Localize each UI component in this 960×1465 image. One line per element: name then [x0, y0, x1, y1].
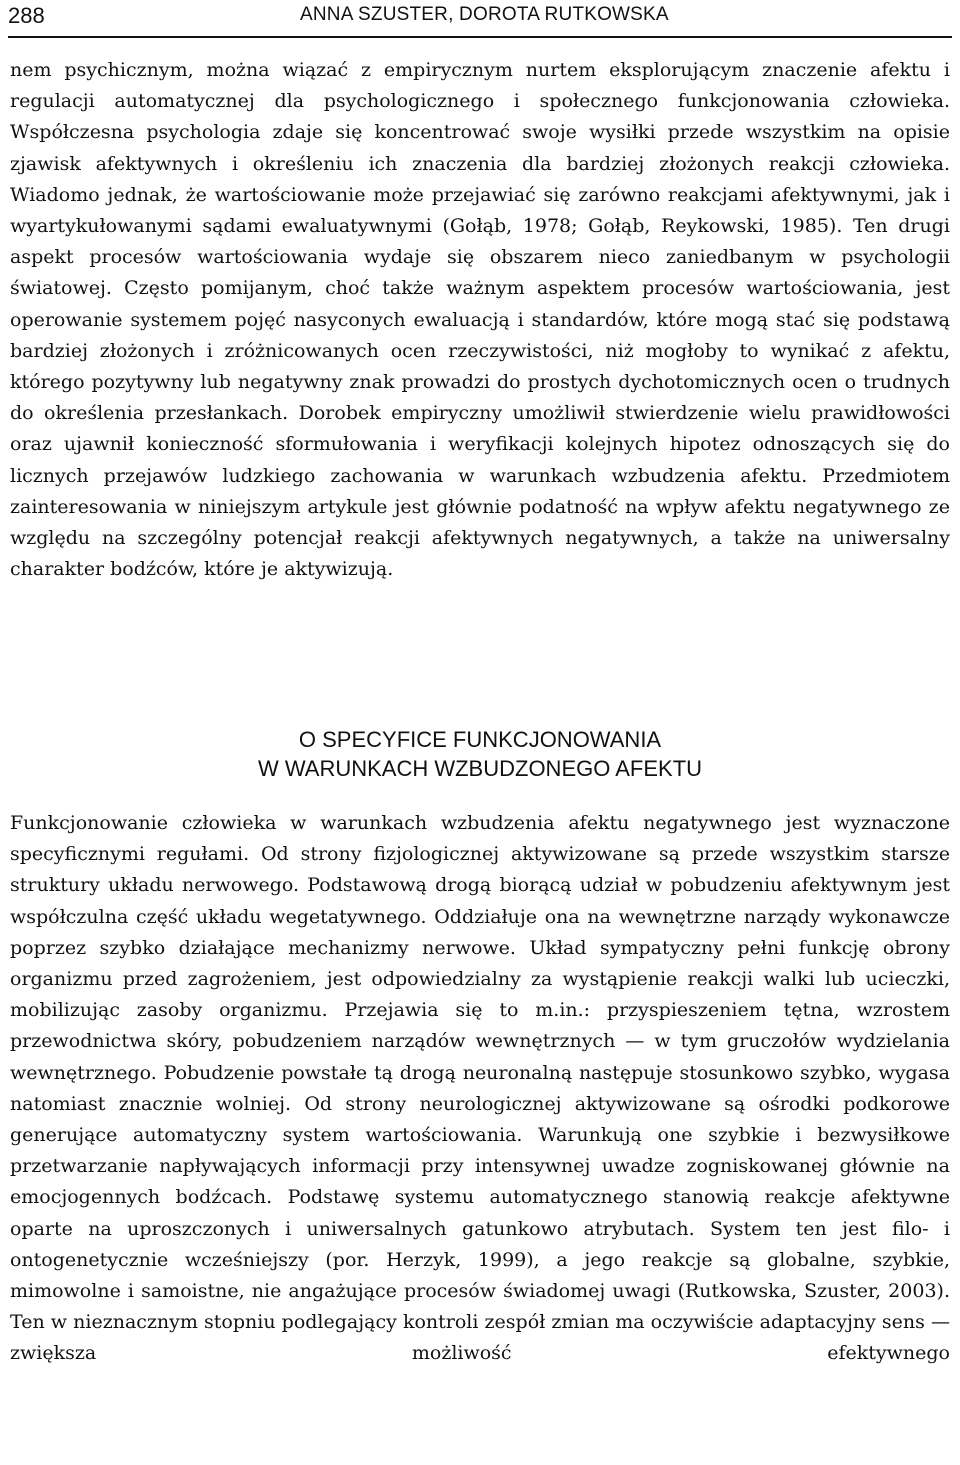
page-number: 288 [8, 3, 45, 28]
section-heading [0, 725, 960, 783]
section-heading-line-1: O SPECYFICE FUNKCJONOWANIA [298, 727, 662, 752]
body-paragraph-1: nem psychicznym, można wiązać z empirycznym nurtem eksplorującym znaczenie afektu i regulacji automatycznej dla psychologicznego i społecznego funkcjonowania człowieka. Współczesna psychologia zdaje się koncentrować swoje wysiłki przede wszystkim na opisie zjawisk afektywnych i określeniu ich znaczenia dla bardziej złożonych reakcji człowieka. Wiadomo jednak, że wartościowanie może przejawiać się zarówno reakcjami afektywnymi, jak i wyartykułowanymi sądami ewaluatywnymi (Gołąb, 1978; Gołąb, Reykowski, 1985). Ten drugi aspekt procesów wartościowania wydaje się obszarem nieco zaniedbanym w psychologii światowej. Często pomijanym, choć także ważnym aspektem procesów wartościowania, jest operowanie systemem pojęć nasyconych ewaluacją i standardów, które mogą stać się podstawą bardziej złożonych i zróżnicowanych ocen rzeczywistości, niż mogłoby to wynikać z afektu, którego pozytywny lub negatywny znak prowadzi do prostych dychotomicznych ocen o trudnych do określenia przesłankach. Dorobek empiryczny umożliwił stwierdzenie wielu prawidłowości oraz ujawnił konieczność sformułowania i weryfikacji kolejnych hipotez odnoszących się do licznych przejawów ludzkiego zachowania w warunkach wzbudzenia afektu. Przedmiotem zainteresowania w niniejszym artykule jest głównie podatność na wpływ afektu negatywnego ze względu na szczególny potencjał reakcji afektywnych negatywnych, a także na uniwersalny charakter bodźców, które je aktywizują. [10, 59, 950, 581]
body-paragraph-2: Funkcjonowanie człowieka w warunkach wzbudzenia afektu negatywnego jest wyznaczone specyficznymi regułami. Od strony fizjologicznej aktywizowane są przede wszystkim starsze struktury układu nerwowego. Podstawową drogą biorącą udział w pobudzeniu afektywnym jest współczulna część układu wegetatywnego. Oddziałuje ona na wewnętrzne narządy wykonawcze poprzez szybko działające mechanizmy nerwowe. Układ sympatyczny pełni funkcję obrony organizmu przed zagrożeniem, jest odpowiedzialny za wystąpienie reakcji walki lub ucieczki, mobilizując zasoby organizmu. Przejawia się to m.in.: przyspieszeniem tętna, wzrostem przewodnictwa skóry, pobudzeniem narządów wewnętrznych — w tym gruczołów wydzielania wewnętrznego. Pobudzenie powstałe tą drogą neuronalną następuje stosunkowo szybko, wygasa natomiast znacznie wolniej. Od strony neurologicznej aktywizowane są ośrodki podkorowe generujące automatyczny system wartościowania. Warunkują one szybkie i bezwysiłkowe przetwarzanie napływających informacji przy intensywnej uwadze zogniskowanej głównie na emocjogennych bodźcach. Podstawę systemu automatycznego stanowią reakcje afektywne oparte na uproszczonych i uniwersalnych gatunkowo atrybutach. System ten jest filo- i ontogenetycznie wcześniejszy (por. Herzyk, 1999), a jego reakcje są globalne, szybkie, mimowolne i samoistne, nie angażujące procesów świadomej uwagi (Rutkowska, Szuster, 2003). Ten w nieznacznym stopniu podlegający kontroli zespół zmian ma oczywiście adaptacyjny sens — zwiększa możliwość efektywnego [10, 812, 950, 1365]
running-header [8, 2, 952, 38]
section-heading-line-2: W WARUNKACH WZBUDZONEGO AFEKTU [257, 756, 703, 781]
running-title-authors: ANNA SZUSTER, DOROTA RUTKOWSKA [300, 4, 669, 25]
